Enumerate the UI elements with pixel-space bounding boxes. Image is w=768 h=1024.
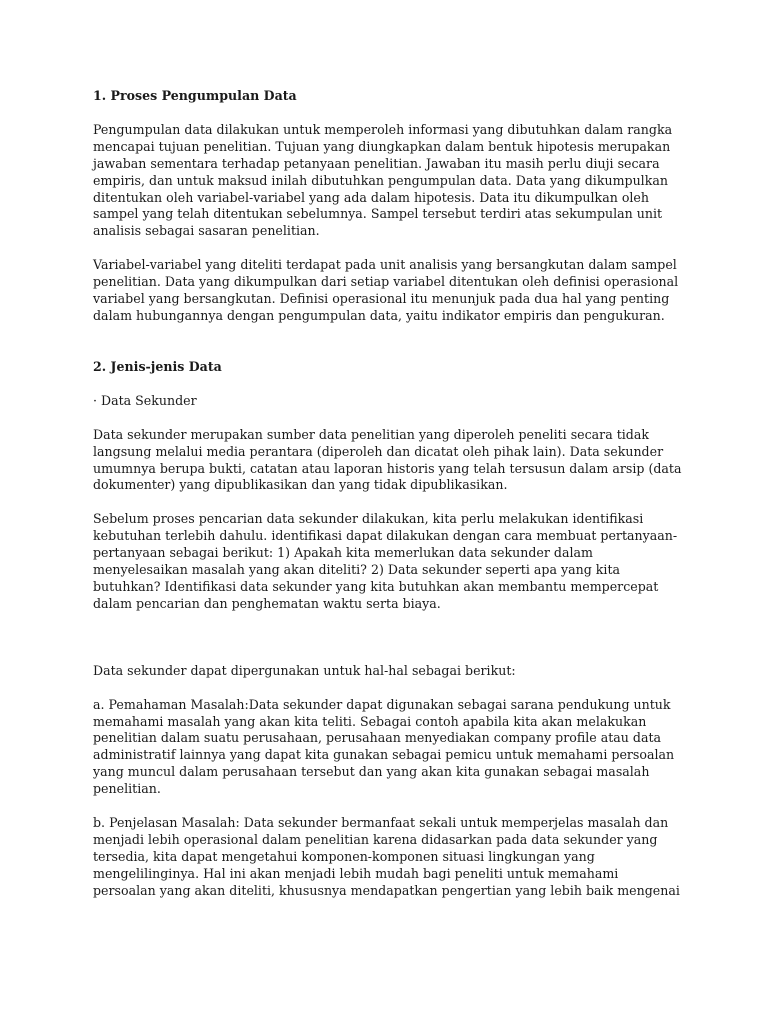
section-heading-proses: 1. Proses Pengumpulan Data <box>93 88 297 103</box>
paragraph: Variabel-variabel yang diteliti terdapat pada unit analisis yang bersangkutan dalam sampel penelitian. Data yang dikumpulkan dari setiap variabel ditentukan oleh definisi operasional variabel yang bersangkutan. Definisi operasional itu menunjuk pada dua hal yang penting dalam hubungannya dengan pengumpulan data, yaitu indikator empiris dan pengukuran. <box>93 257 679 323</box>
list-item: b. Penjelasan Masalah: Data sekunder bermanfaat sekali untuk memperjelas masalah dan menjadi lebih operasional dalam penelitian karena didasarkan pada data sekunder yang tersedia, kita dapat mengetahui komponen-komponen situasi lingkungan yang mengelilinginya. Hal ini akan menjadi lebih mudah bagi peneliti untuk memahami persoalan yang akan diteliti, khususnya mendapatkan pengertian yang lebih baik mengenai <box>93 815 680 898</box>
paragraph: Pengumpulan data dilakukan untuk memperoleh informasi yang dibutuhkan dalam rangka mencapai tujuan penelitian. Tujuan yang diungkapkan dalam bentuk hipotesis merupakan jawaban sementara terhadap petanyaan penelitian. Jawaban itu masih perlu diuji secara empiris, dan untuk maksud inilah dibutuhkan pengumpulan data. Data yang dikumpulkan ditentukan oleh variabel-variabel yang ada dalam hipotesis. Data itu dikumpulkan oleh sampel yang telah ditentukan sebelumnya. Sampel tersebut terdiri atas sekumpulan unit analisis sebagai sasaran penelitian. <box>93 121 673 239</box>
paragraph: Data sekunder merupakan sumber data penelitian yang diperoleh peneliti secara tidak langsung melalui media perantara (diperoleh dan dicatat oleh pihak lain). Data sekunder umumnya berupa bukti, catatan atau laporan historis yang telah tersusun dalam arsip (data dokumenter) yang dipublikasikan dan yang tidak dipublikasikan. <box>93 426 682 493</box>
section-heading-jenis: 2. Jenis-jenis Data <box>93 358 222 374</box>
document-body <box>93 88 683 900</box>
list-item: a. Pemahaman Masalah:Data sekunder dapat digunakan sebagai sarana pendukung untuk memahami masalah yang akan kita teliti. Sebagai contoh apabila kita akan melakukan penelitian dalam suatu perusahaan, perusahaan menyediakan company profile atau data administratif lainnya yang dapat kita gunakan sebagai pemicu untuk memahami persoalan yang muncul dalam perusahaan tersebut dan yang akan kita gunakan sebagai masalah penelitian. <box>93 696 675 797</box>
paragraph: Sebelum proses pencarian data sekunder dilakukan, kita perlu melakukan identifikasi kebutuhan terlebih dahulu. identifikasi dapat dilakukan dengan cara membuat pertanyaan-pertanyaan sebagai berikut: 1) Apakah kita memerlukan data sekunder dalam menyelesaikan masalah yang akan diteliti? 2) Data sekunder seperti apa yang kita butuhkan? Identifikasi data sekunder yang kita butuhkan akan membantu mempercepat dalam pencarian dan penghematan waktu serta biaya. <box>93 511 678 611</box>
bullet-item-data-sekunder: · Data Sekunder <box>93 392 197 408</box>
list-intro: Data sekunder dapat dipergunakan untuk hal-hal sebagai berikut: <box>93 662 516 678</box>
